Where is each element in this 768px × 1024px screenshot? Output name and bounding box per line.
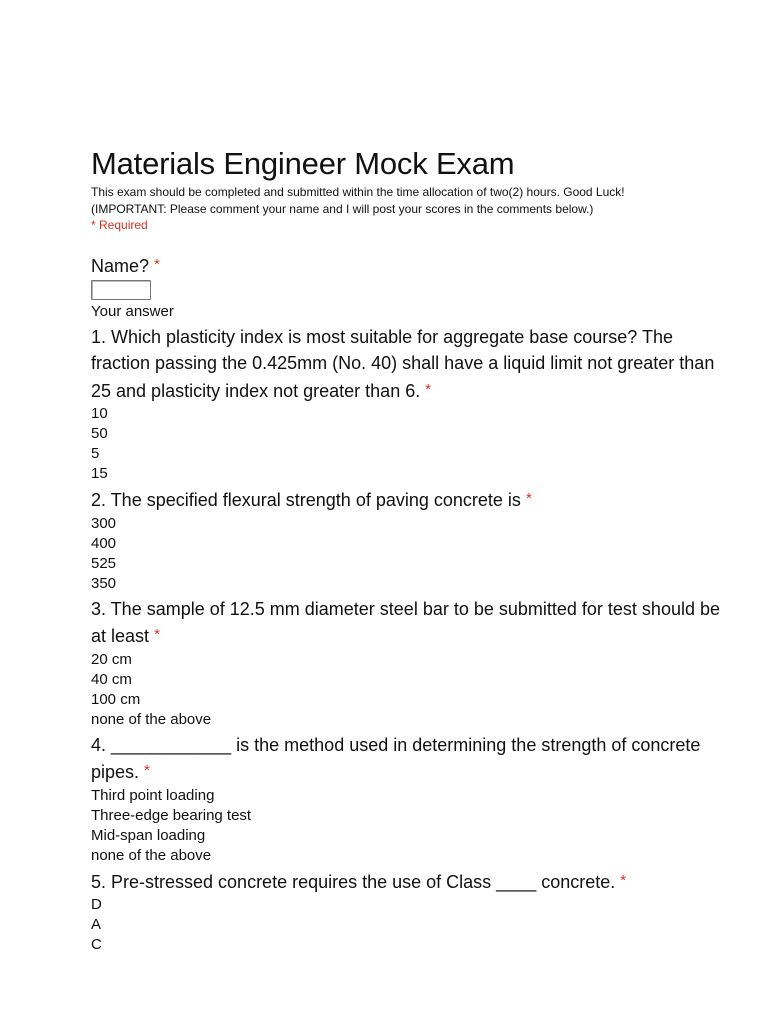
answer-option[interactable]: 40 cm	[91, 670, 132, 688]
name-input[interactable]	[91, 280, 151, 300]
required-asterisk: *	[144, 762, 150, 779]
answer-option[interactable]: 10	[91, 405, 108, 422]
answer-option[interactable]: Third point loading	[91, 786, 215, 804]
question-2	[91, 486, 731, 594]
answer-option[interactable]: 15	[91, 465, 108, 482]
question-text: 1. Which plasticity index is most suitable for aggregate base course? The fraction passing the 0.425mm (No. 40) shall have a liquid limit not greater than 25 and plasticity index not greater than 6.	[91, 326, 715, 401]
question-4	[91, 732, 731, 866]
question-label	[91, 324, 731, 405]
answer-option[interactable]: 525	[91, 554, 117, 572]
page-title: Materials Engineer Mock Exam	[91, 146, 515, 181]
required-asterisk: *	[525, 490, 532, 507]
required-asterisk: *	[154, 626, 160, 643]
required-asterisk: *	[620, 871, 627, 889]
answer-option[interactable]: Three-edge bearing test	[91, 806, 252, 824]
answer-option[interactable]: 100 cm	[91, 690, 141, 708]
answer-option[interactable]: 5	[91, 445, 100, 462]
exam-form	[91, 146, 731, 955]
name-label-text: Name?	[91, 256, 150, 276]
required-note: * Required	[91, 218, 148, 232]
question-list	[91, 324, 731, 956]
answer-option[interactable]: none of the above	[91, 710, 212, 728]
question-label	[91, 486, 731, 514]
answer-option[interactable]: 20 cm	[91, 650, 132, 668]
question-5	[91, 868, 731, 956]
your-answer-hint: Your answer	[91, 302, 174, 320]
answer-option[interactable]: 300	[91, 514, 117, 532]
answer-option[interactable]: 50	[91, 425, 108, 442]
question-text: 4. ____________ is the method used in determining the strength of concrete pipes.	[91, 734, 701, 782]
answer-option[interactable]: A	[91, 916, 102, 933]
question-label	[91, 732, 731, 786]
required-asterisk: *	[425, 380, 432, 398]
description-line-2: (IMPORTANT: Please comment your name and I will post your scores in the comments below.)	[91, 202, 594, 216]
question-1	[91, 324, 731, 485]
name-question-label	[91, 252, 731, 280]
question-3	[91, 596, 731, 730]
answer-option[interactable]: C	[91, 936, 102, 953]
question-label	[91, 596, 731, 650]
required-asterisk: *	[154, 256, 160, 273]
question-label	[91, 868, 731, 896]
question-text: 3. The sample of 12.5 mm diameter steel bar to be submitted for test should be at least	[91, 598, 720, 646]
answer-option[interactable]: Mid-span loading	[91, 826, 206, 844]
description-line-1: This exam should be completed and submitted within the time allocation of two(2) hours. Good Luck!	[91, 185, 625, 199]
question-text: 5. Pre-stressed concrete requires the use of Class ____ concrete.	[91, 871, 616, 892]
answer-option[interactable]: none of the above	[91, 846, 212, 864]
answer-option[interactable]: 400	[91, 534, 117, 552]
question-text: 2. The specified flexural strength of paving concrete is	[91, 490, 521, 510]
answer-option[interactable]: 350	[91, 574, 117, 592]
answer-option[interactable]: D	[91, 896, 102, 913]
exam-description	[91, 184, 731, 218]
name-question	[91, 252, 731, 322]
